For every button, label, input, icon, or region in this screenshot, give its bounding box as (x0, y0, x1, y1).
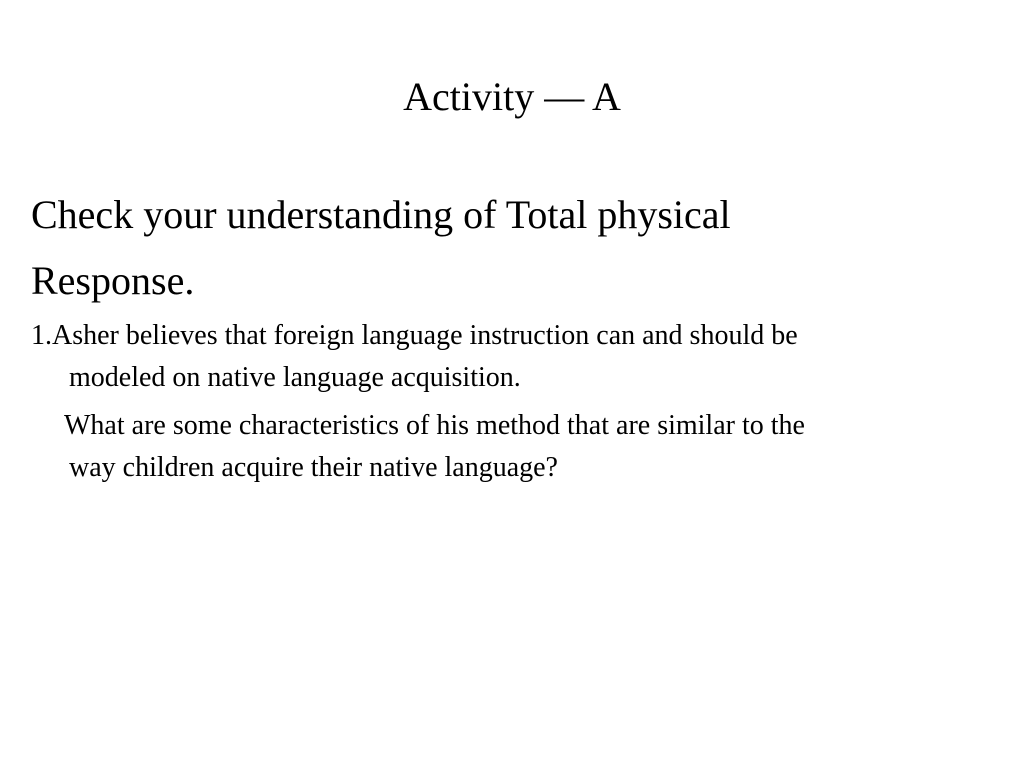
question-1-paragraph (31, 315, 981, 399)
question-2-line-1: What are some characteristics of his method that are similar to the (64, 410, 805, 441)
question-1-line-2: modeled on native language acquisition. (69, 362, 521, 393)
slide-title: Activity — A (403, 74, 621, 119)
question-2-paragraph (31, 405, 981, 489)
heading-line-1: Check your understanding of Total physical (31, 192, 731, 237)
heading-line-2: Response. (31, 258, 195, 303)
question-2-line-2: way children acquire their native language? (69, 452, 558, 483)
question-1-line-1: 1.Asher believes that foreign language instruction can and should be (31, 320, 798, 351)
